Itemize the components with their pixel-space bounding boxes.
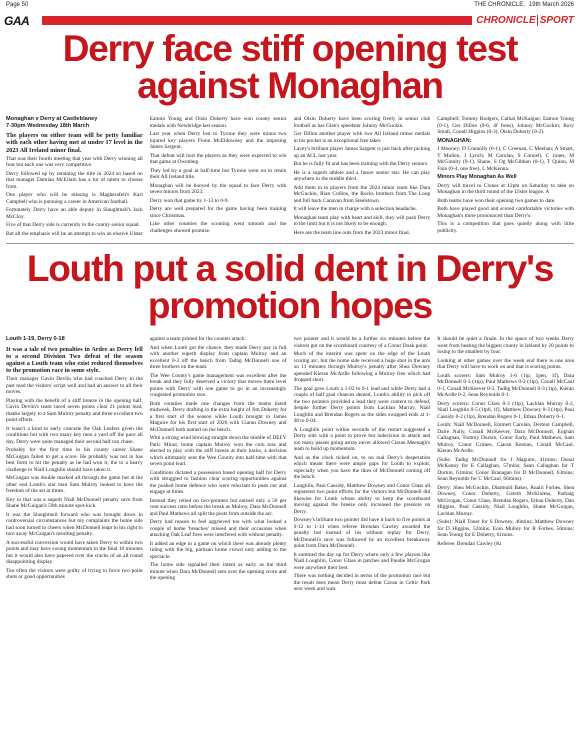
article1-col4 <box>437 116 574 236</box>
paragraph: Derry followed up by retaining the title in 2024 so based on that manager Damian McErlain has a lot of talent to choose from. <box>6 170 143 190</box>
paragraph: The goal gave Louth a 1-02 to 0-1 lead and while Derry had a couple of half goal chances denied, Louth's ability to pick off the two pointers provided a lead they were content to defend, despite further Derry points from Lachlan Murray, Niall Loughlin and Brendan Rogers as the sides swapped ends at 1-08 to 0-04. <box>293 385 431 424</box>
publication-date: 19th March 2026 <box>528 2 574 8</box>
paragraph: It added an edge to a game on which there was already plenty riding with the big, partisan home crowd only adding to the spectacle. <box>149 540 287 560</box>
publication-info <box>474 2 574 12</box>
paragraph: Too often the visitors were guilty of trying to force two point shots or good opportunities <box>6 567 143 581</box>
article1-col3 <box>294 116 431 236</box>
paragraph: But he is fully fit and has been training with the Derry seniors. <box>293 161 429 167</box>
paragraph: Referee: Brendan Cawley (Ki <box>437 540 502 547</box>
paragraph: McGuigan was double marked all through the game but at the other end Louth's star man Sam Mulroy looked to have the freedom of the set at times. <box>6 475 143 495</box>
paragraph: Both teams have won their opening two games to date. <box>437 197 556 204</box>
paragraph: Conditions dictated a possession based opening half for Derry with struggled to fashion clear scoring opportunities against the pushed home defence who were reluctant to push out and engage at times. <box>149 469 287 495</box>
paragraph: The Wee County's game management was excellent after the break and they fully deserved a victory that moves them level points with Derry with one game to go in an increasingly congested promotion race. <box>149 372 287 398</box>
paragraph: against a team primed for the counter attack. <box>149 336 246 342</box>
fixture-line-2: 7-30pm Wednesday 18th March <box>6 122 90 129</box>
paragraph: Derry won that game by 1-13 to 0-9. <box>149 197 229 204</box>
paragraph: But all the emphasis will be an attempt to win an elusive Ulster <box>6 230 143 236</box>
paragraph: One player who will be missing is Magherafelt's Karl Campbell who is pursuing a career in American football. <box>6 192 143 205</box>
paragraph: (Subs): Niall Toner for S Downey, 46mins; Matthew Downey for D Higgins, 52mins; Eoin Mulloy for R Forbes, 56mins; Sean Young for E Doherty, 61mins. <box>437 519 574 538</box>
paragraph: Lavey's brilliant player James Sargent is just back after picking up an ACL last year. <box>293 146 431 159</box>
chronicle-sport-logo <box>474 15 576 26</box>
article2-col2 <box>150 336 287 732</box>
fixture-line-1: Monaghan v Derry at Castleblaney <box>6 116 98 122</box>
paragraph: two pointer and it would be a further six minutes before the visitors got on the scoreboard courtesy of a Conor Doak point. <box>293 336 431 349</box>
page-topline <box>6 2 574 12</box>
paragraph: It was the Slaughtneil forward who was brought down in controversial circumstances but my complaints the home side had soon turned to cheers when McDonnell leapt to his right to turn away McGuigan's resulting penalty. <box>6 511 143 538</box>
publication-name: THE CHRONICLE, <box>474 2 525 8</box>
paragraph: Key to that was a superb Niall McDonnell penalty save from Shane McGuigan's 59th minute spot-kick. <box>6 496 143 510</box>
paragraph: It should be quiet a finale. In the space of two weeks Derry went from beating the biggest county in Ireland by 20 points to losing to the smallest by four. <box>437 336 574 355</box>
section-divider <box>6 243 574 244</box>
paragraph: Derry: Shea McGuckin, Diarmuid Baker, Ruairi Forbes, Shea Downey, Conor Doherty, Gareth McKinless, Padraig McGrogan, Conor Glass, Brendan Rogers, Ethan Doherty, Dan Higgins, Paul Cassidy, Niall Loughlin, Shane McGuigan, Lachlan Murray. <box>437 484 574 517</box>
paragraph: That was their fourth meeting that year with Derry winning all four but each one was very competitive. <box>6 155 143 169</box>
article2-col1 <box>6 336 143 732</box>
paragraph: Louth scorers: Sam Mulroy 1-6 (1tp, 1pen, 1f), Dara McDonnell 0-3 (1tp), Paul Mathews 0-2 (1tp), Conall McCaul 0-1, Conall McKeever 0-3, Tadhg McDonnell 0-3 (1tp), Kieran McArdle 0-2, Sean Reynolds 0-1. <box>437 372 574 398</box>
banner-bar <box>42 16 472 25</box>
paragraph: A successful conversion would have taken Derry to within two points and may have swung momentum in the final 10 minutes but it would also have papered over the cracks of an all round disappointing display. <box>6 539 143 566</box>
paragraph: Monaghan team play with heart and skill, they will push Derry to the limit but it is not likely to be enough. <box>293 214 431 227</box>
paragraph: A Loughlin point within seconds of the restart suggested a Derry side with a point to prove but indecision in attack and too many passes going astray never allowed Ciaran Meenagh's team to build up momentum. <box>293 426 431 452</box>
article-monaghan <box>6 116 574 236</box>
gaa-logo: GAA <box>4 13 30 28</box>
sport-label: SPORT <box>537 15 574 26</box>
paragraph: And as the clock ticked on, to no real Derry's desperation which meant there were ample gaps for Louth to exploit, especially when you have the likes of McDonnell coming off the bench. <box>293 454 431 480</box>
fixture-info <box>6 116 143 129</box>
paragraph: Probably for the first time in his county career Shane McGuigan failed to get a score. He probably was not in has best form to hit the penalty as he had won it, the to a heavy challenge to Niall Loughlin should have taken it. <box>6 447 143 473</box>
paragraph: There was nothing decided in terms of the promotion race but the result does mean Derry must defeat Cavan in Celtic Park next week and wait. <box>293 573 431 592</box>
paragraph: With a strong wind blowing straight down the middle of DEFY Paric Minor, home captain Mulroy won the coin toss and elected to play with the stiff breeze at their backs, a decision which ultimately sent the Wee County into half-time with that seven point lead. <box>149 435 287 467</box>
paragraph: It was a tale of two penalties in Ardee as Derry fell to a second Division Two defeat of the season against a Louth team who exist reduced themselves to the promotion race in some style. <box>6 345 143 375</box>
paragraph: Eamon Young and Oisin Doherty have won county senior medals with Newbridge last season. <box>149 116 287 129</box>
paragraph: Fortunately Derry have an able deputy in Slaughtneil's Jack McCloy. <box>6 207 143 220</box>
article1-col1 <box>6 116 143 236</box>
section-banner <box>4 13 576 28</box>
team-heading: MONAGHAN: <box>437 137 472 144</box>
paragraph: Derry will travel to Clones at 12pm on Saturday to take on Monaghan in the third round of the Ulster league. A <box>437 182 574 195</box>
paragraph: Derry are well prepared for the game having been training since Christmas. <box>149 206 287 219</box>
paragraph: Playing with the benefit of a stiff breeze in the opening half, Gavin Devlin's team raced seven points clear 21 points lead, thanks largely to a Sam Mulroy penalty and three excellent two point efforts. <box>6 397 143 424</box>
paragraph: Like other counties the scouting went smooth and the challenges showed promise. <box>149 221 287 234</box>
paragraph: That defeat will hurt the players as they were expected to win that game at Owenbeg. <box>149 152 287 165</box>
paragraph: Both have played good and scored comfortable victories with Monaghan's more pronounced than Derry's. <box>437 206 574 219</box>
paragraph: And when Louth got the chance, they made Derry pay in full with another superb display from captain Mulroy and an excellent 0-3 off the bench from Tadhg McDonnell one of three brothers on the team. <box>149 344 287 370</box>
paragraph: Looking at other games over the week end there is one area that Derry will have to work on and that is scoring points. <box>437 357 574 370</box>
headline-monaghan: Derry face stiff opening test against Monaghan <box>62 28 518 106</box>
paragraph: Campbell; Tommy Rodgers, Cathal McKaigue; Eamon Young (0-1), Ger Dillon (0-6, 4f frees), Johnny McGuckin; Rory Small, Conall Higgins (0-3), Oisin Doherty (0-2). <box>437 116 574 135</box>
paragraph: Derry scorers: Conor Glass 0-3 (1tp), Lachlan Murray 0-2, Niall Loughlin 0-5 (1tp6, 1f), Matthew Downey 0-3 (1tp), Paul Cassidy 0-2 (1tp), Brendan Rogers 0-1, Ethan Doherty 0-1. <box>437 400 574 420</box>
paragraph: Instead they relied on two-pointers but earned only a 50 per cent success ratio before the break as Mulroy, Dara McDonnell and Paul Mathews all split the posts from outside the arc. <box>149 497 287 517</box>
paragraph: (Subs: Tadhg McDonnell for J Maguire, 41mins; Donal McKenny for E Callaghan, 57mins; Sean Callaghan for T Durnin, 61mins; Conor Branagan for D McDonnell, 63mins; Sean Reynolds for C McCaul, 66mins). <box>437 456 574 482</box>
article-louth <box>6 336 574 732</box>
chronicle-label: CHRONICLE <box>476 15 536 26</box>
paragraph: Five of that Derry side is currently in the county senior squad. <box>6 222 140 229</box>
paragraph: J Mooney; D Connolly (0-1), C Greenan, C Meehan; A Smart, T Mullen, J Lynch; M Carolan, S Connell, C Jones, M McGinnity (0-1), Shane, S Og McGibbon (0-1), T Quinn, M Finn (0-4, one free), L McKenna. <box>437 146 574 172</box>
paragraph: It will leave the men in charge with a selection headache. <box>293 206 417 212</box>
paragraph: He is a superb athlete and a future senior star. He can play anywhere in the middle third. <box>293 169 431 182</box>
paragraph: and Oisin Doherty have been scoring freely in senior club football as has Glen's speedster Johnny McGuckin. <box>293 116 431 129</box>
paragraph: Ger Dillon another player with two All Ireland minor medals in his pocket is an exceptional free taker. <box>293 131 431 144</box>
score-line: Louth 1-19, Derry 0-18 <box>6 336 65 342</box>
paragraph: Loughlin, Paul Cassidy, Matthew Downey and Conor Glass all registered two point efforts for the visitors but McDonnell did likewise for Louth whose ability to keep the scoreboard moving against the breeze only increased the pressure on Derry. <box>293 482 431 515</box>
paragraph: Their manager Gavin Devlin who had coached Derry in the past read the visitors' script well and had an answer to all their moves. <box>6 376 143 396</box>
page-number: Page 50 <box>6 2 29 8</box>
paragraph: This is a competition that goes quietly along with little publicity. <box>437 221 574 234</box>
paragraph: It wasn't a kind to early concede the Oak Leafers given the conditions but with two many key men a yard off the pace all day, Derry were quite managed their second half run chase. <box>6 425 143 445</box>
paragraph: Here are the team line outs from the 2023 minor final. <box>293 229 411 236</box>
subheading: Minors Play Monaghan As Well <box>437 174 517 180</box>
paragraph: Both counties made one changes from the teams listed midweek, Derry drafting in the extra height of Jim Doherty for a first start of the season while Louth brought in James Maguire for his first start of 2026 with Ciaran Downey and McDonnell both named on the bench. <box>149 400 287 433</box>
paragraph: Last year when Derry lost to Tyrone they were minus two injured key players Fionn McEldowney and the imposing James Sargent. <box>149 131 287 150</box>
headline-louth: Louth put a solid dent in Derry's promotion hopes <box>26 248 554 326</box>
paragraph: Derry had reason to feel aggrieved too with what looked a couple of home 'breaches' missed and their occasions when attacking Oak Leaf fires were interfered with without penalty. <box>149 519 287 538</box>
paragraph: Add them in to players from the 2024 minor team like Dara McGuckin, Rian Collins, the Rocks brothers from The Loup and full back Canavan from Steelstown. <box>293 184 431 204</box>
article1-col2 <box>150 116 287 236</box>
paragraph: The home side signalled their intent as early as the third minute when Dara McDonnell sent over the opening score and the opening <box>149 562 287 581</box>
paragraph: It summed the day up for Derry where only a few players like Niall Loughlin, Conor Glass in patches and Paudie McGrogan were anywhere their best. <box>293 551 431 571</box>
paragraph: Much of the interim was spent on the edge of the Louth scoring arc, but the home side received a huge shot in the arm on 11 minutes through Mulroy's penalty after Shea Downey upended Kieran McArdle following a Mulroy free which had dropped short. <box>293 351 431 383</box>
paragraph: They led by a goal at half-time but Tyrone went on to retain their All Ireland title. <box>149 167 287 180</box>
paragraph: The players on either team will be petty familiar with each other having met at under 17 level in the 2023 All Ireland minor final. <box>6 132 143 154</box>
paragraph: Louth: Niall McDonnell, Emmett Carolan, Dermot Campbell, Daire Nally, Conall McKeever, Dara McDonnell, Eoghan Callaghan, Tommy Durnin, Conor Early, Paul Mathews, Sam Mulroy, Conor Grimes, Ciaran Keenan, Conall McCaul, Kieran McArdle. <box>437 422 574 454</box>
article2-col3 <box>294 336 431 732</box>
paragraph: Monaghan will be buoyed by the squad to face Derry with seven minors from 2023. <box>149 182 287 195</box>
article2-col4 <box>437 336 574 732</box>
paragraph: Downey's brilliant two pointer did have it back to five points at 0-12 to 1-14 when referee Brendan Cawley awarded the penalty but instead of his without replay for Derry, McDonnell's save was followed by an excellent breakaway point from Dara McDonnell. <box>293 517 431 549</box>
